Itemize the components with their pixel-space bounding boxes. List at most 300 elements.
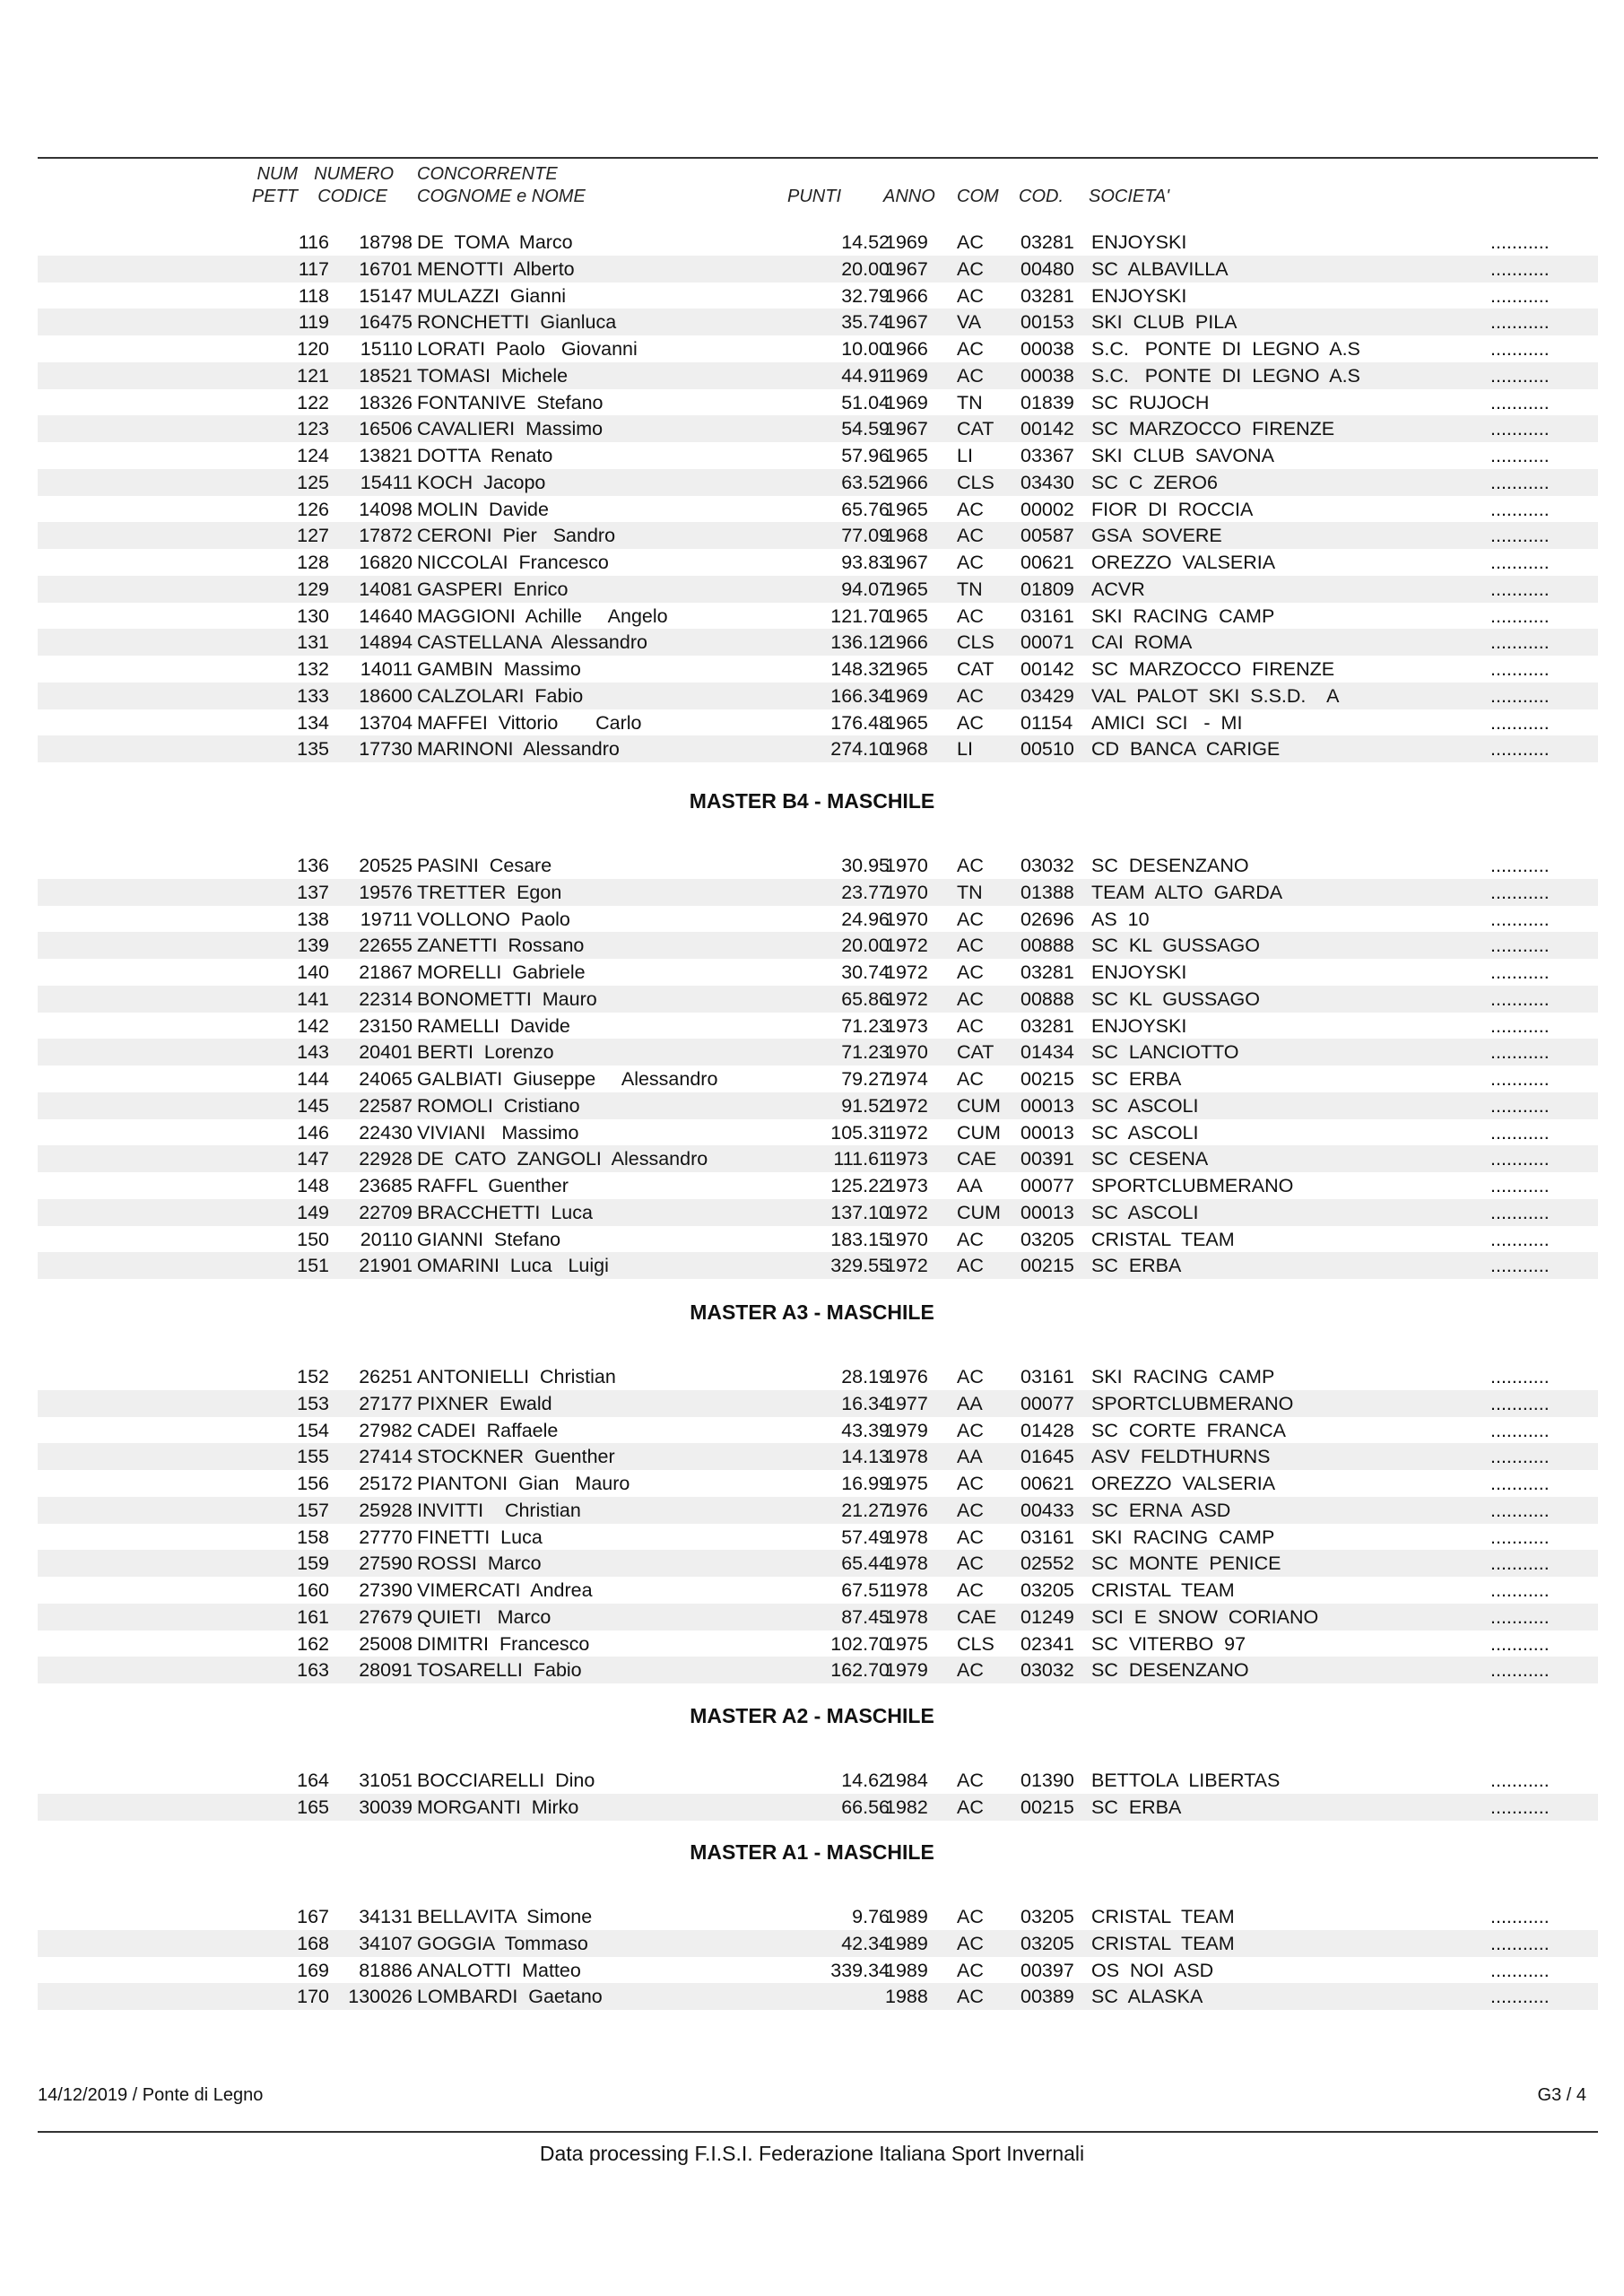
cell-anno: 1969 — [885, 231, 928, 253]
cell-code: 16506 — [359, 418, 413, 440]
cell-com: AC — [957, 1366, 984, 1387]
table-row — [38, 1903, 1598, 1930]
cell-dots: ........... — [1490, 1499, 1550, 1521]
table-row — [38, 1604, 1598, 1631]
cell-societa: SC ERNA ASD — [1091, 1499, 1231, 1521]
cell-punti: 63.52 — [841, 471, 890, 493]
cell-name: GAMBIN Massimo — [417, 658, 581, 680]
cell-code: 130026 — [348, 1986, 413, 2008]
cell-name: MULAZZI Gianni — [417, 284, 567, 307]
cell-num: 170 — [297, 1986, 329, 2008]
cell-name: VIMERCATI Andrea — [417, 1579, 593, 1601]
cell-punti: 91.52 — [841, 1094, 890, 1117]
cell-code: 27390 — [359, 1579, 413, 1601]
cell-dots: ........... — [1490, 1632, 1550, 1655]
cell-name: VIVIANI Massimo — [417, 1121, 579, 1144]
cell-com: AC — [957, 284, 984, 307]
cell-code: 18326 — [359, 391, 413, 413]
cell-societa: SKI RACING CAMP — [1091, 604, 1275, 627]
cell-dots: ........... — [1490, 1446, 1550, 1468]
cell-anno: 1973 — [885, 1014, 928, 1037]
cell-dots: ........... — [1490, 525, 1550, 547]
cell-anno: 1977 — [885, 1392, 928, 1414]
cell-societa: CD BANCA CARIGE — [1091, 738, 1281, 761]
cell-code: 16475 — [359, 311, 413, 334]
cell-anno: 1970 — [885, 855, 928, 876]
cell-code: 21867 — [359, 961, 413, 983]
cell-code: 25172 — [359, 1473, 413, 1494]
cell-code: 13704 — [359, 711, 413, 734]
cell-punti: 32.79 — [841, 284, 890, 307]
footer-date-place: 14/12/2019 / Ponte di Legno — [38, 2085, 264, 2105]
cell-com: CLS — [957, 631, 994, 654]
cell-name: RAMELLI Davide — [417, 1014, 570, 1037]
cell-code: 25008 — [359, 1632, 413, 1655]
cell-cod: 03281 — [1020, 1014, 1074, 1037]
cell-anno: 1982 — [885, 1796, 928, 1818]
cell-name: INVITTI Christian — [417, 1499, 581, 1521]
cell-cod: 01154 — [1020, 711, 1073, 734]
cell-num: 159 — [297, 1552, 329, 1575]
table-row — [38, 442, 1598, 469]
cell-punti: 125.22 — [830, 1175, 890, 1196]
cell-name: MAGGIONI Achille Angelo — [417, 604, 668, 627]
cell-dots: ........... — [1490, 684, 1550, 707]
cell-dots: ........... — [1490, 364, 1550, 387]
cell-dots: ........... — [1490, 658, 1550, 680]
table-row — [38, 1657, 1598, 1683]
cell-cod: 00038 — [1020, 338, 1074, 360]
table-row — [38, 1390, 1598, 1417]
cell-societa: SC ASCOLI — [1091, 1094, 1199, 1117]
cell-anno: 1966 — [885, 631, 928, 654]
cell-anno: 1972 — [885, 961, 928, 983]
table-row — [38, 852, 1598, 879]
cell-name: RAFFL Guenther — [417, 1175, 569, 1196]
cell-cod: 01809 — [1020, 578, 1074, 600]
header-num: NUM — [256, 164, 298, 184]
cell-anno: 1970 — [885, 1228, 928, 1250]
cell-dots: ........... — [1490, 1932, 1550, 1954]
cell-num: 148 — [297, 1175, 329, 1196]
cell-num: 143 — [297, 1041, 329, 1064]
cell-societa: SKI CLUB PILA — [1091, 311, 1238, 334]
cell-cod: 00038 — [1020, 364, 1074, 387]
cell-cod: 00888 — [1020, 987, 1074, 1010]
table-row — [38, 1092, 1598, 1119]
cell-societa: SC MARZOCCO FIRENZE — [1091, 418, 1335, 440]
cell-punti: 14.13 — [841, 1446, 890, 1468]
cell-cod: 00071 — [1020, 631, 1074, 654]
cell-punti: 71.23 — [841, 1014, 890, 1037]
cell-punti: 105.31 — [830, 1121, 890, 1144]
footer-credit: Data processing F.I.S.I. Federazione Italiana Sport Invernali — [539, 2142, 1085, 2165]
cell-punti: 10.00 — [841, 338, 890, 360]
cell-cod: 02552 — [1020, 1552, 1074, 1575]
cell-anno: 1984 — [885, 1770, 928, 1791]
cell-anno: 1967 — [885, 257, 928, 280]
cell-code: 22655 — [359, 935, 413, 957]
header-punti: PUNTI — [787, 187, 841, 206]
cell-anno: 1979 — [885, 1659, 928, 1682]
cell-punti: 67.51 — [841, 1579, 890, 1601]
table-row — [38, 1443, 1598, 1470]
cell-com: AC — [957, 364, 984, 387]
cell-code: 14081 — [359, 578, 413, 600]
cell-com: AC — [957, 908, 984, 930]
cell-cod: 01390 — [1020, 1770, 1074, 1791]
cell-com: AC — [957, 1770, 984, 1791]
cell-punti: 93.83 — [841, 552, 890, 573]
cell-code: 21901 — [359, 1255, 413, 1277]
cell-com: AC — [957, 855, 984, 876]
cell-punti: 44.91 — [841, 364, 890, 387]
cell-com: AC — [957, 552, 984, 573]
cell-anno: 1978 — [885, 1605, 928, 1628]
cell-anno: 1972 — [885, 1255, 928, 1277]
cell-anno: 1972 — [885, 1121, 928, 1144]
table-row — [38, 1039, 1598, 1065]
cell-com: AC — [957, 987, 984, 1010]
cell-name: DOTTA Renato — [417, 445, 553, 466]
cell-com: AA — [957, 1175, 983, 1196]
cell-code: 34107 — [359, 1932, 413, 1954]
cell-anno: 1969 — [885, 684, 928, 707]
cell-dots: ........... — [1490, 418, 1550, 440]
cell-punti: 28.19 — [841, 1366, 890, 1387]
cell-name: PIXNER Ewald — [417, 1392, 552, 1414]
table-row — [38, 1497, 1598, 1524]
cell-name: BONOMETTI Mauro — [417, 987, 597, 1010]
cell-punti: 9.76 — [852, 1906, 890, 1927]
table-row — [38, 1119, 1598, 1146]
cell-societa: CRISTAL TEAM — [1091, 1579, 1235, 1601]
cell-num: 144 — [297, 1068, 329, 1090]
cell-com: AC — [957, 961, 984, 983]
cell-dots: ........... — [1490, 1175, 1550, 1196]
cell-code: 16820 — [359, 552, 413, 573]
cell-code: 14640 — [359, 604, 413, 627]
cell-code: 23685 — [359, 1175, 413, 1196]
cell-num: 141 — [297, 987, 329, 1010]
cell-anno: 1976 — [885, 1499, 928, 1521]
cell-cod: 00433 — [1020, 1499, 1074, 1521]
cell-com: CUM — [957, 1121, 1001, 1144]
cell-societa: CRISTAL TEAM — [1091, 1906, 1235, 1927]
cell-name: MAFFEI Vittorio Carlo — [417, 711, 642, 734]
cell-com: AC — [957, 1068, 984, 1090]
cell-com: AC — [957, 257, 984, 280]
cell-societa: SC ALBAVILLA — [1091, 257, 1229, 280]
table-row — [38, 229, 1598, 256]
cell-dots: ........... — [1490, 1201, 1550, 1223]
cell-name: BRACCHETTI Luca — [417, 1201, 593, 1223]
cell-name: RONCHETTI Gianluca — [417, 311, 617, 334]
table-row — [38, 932, 1598, 959]
cell-name: FONTANIVE Stefano — [417, 391, 604, 413]
cell-code: 17872 — [359, 525, 413, 547]
cell-cod: 00397 — [1020, 1959, 1074, 1981]
cell-com: AC — [957, 1228, 984, 1250]
cell-com: AA — [957, 1392, 983, 1414]
cell-cod: 00391 — [1020, 1148, 1074, 1170]
cell-dots: ........... — [1490, 1366, 1550, 1387]
cell-punti: 43.39 — [841, 1419, 890, 1441]
cell-com: CLS — [957, 1632, 994, 1655]
cell-name: VOLLONO Paolo — [417, 908, 570, 930]
cell-anno: 1988 — [885, 1986, 928, 2008]
cell-dots: ........... — [1490, 284, 1550, 307]
cell-societa: SKI RACING CAMP — [1091, 1526, 1275, 1548]
cell-com: AC — [957, 1986, 984, 2008]
cell-code: 19576 — [359, 881, 413, 903]
cell-code: 20525 — [359, 855, 413, 876]
cell-com: CUM — [957, 1094, 1001, 1117]
cell-societa: OS NOI ASD — [1091, 1959, 1214, 1981]
table-row — [38, 629, 1598, 656]
cell-code: 17730 — [359, 738, 413, 761]
cell-cod: 00621 — [1020, 552, 1074, 573]
cell-dots: ........... — [1490, 338, 1550, 360]
table-row — [38, 549, 1598, 576]
cell-com: TN — [957, 391, 983, 413]
cell-dots: ........... — [1490, 1121, 1550, 1144]
cell-anno: 1970 — [885, 908, 928, 930]
cell-code: 20110 — [360, 1228, 413, 1250]
cell-code: 14011 — [360, 658, 413, 680]
cell-name: MARINONI Alessandro — [417, 738, 620, 761]
cell-societa: ENJOYSKI — [1091, 284, 1187, 307]
cell-dots: ........... — [1490, 1148, 1550, 1170]
cell-com: AC — [957, 231, 984, 253]
cell-dots: ........... — [1490, 1659, 1550, 1682]
cell-com: VA — [957, 311, 982, 334]
cell-dots: ........... — [1490, 961, 1550, 983]
cell-punti: 30.74 — [841, 961, 890, 983]
cell-punti: 162.70 — [830, 1659, 890, 1682]
cell-num: 156 — [297, 1473, 329, 1494]
cell-name: STOCKNER Guenther — [417, 1446, 615, 1468]
cell-societa: FIOR DI ROCCIA — [1091, 498, 1254, 520]
cell-dots: ........... — [1490, 231, 1550, 253]
cell-anno: 1978 — [885, 1552, 928, 1575]
cell-num: 153 — [297, 1392, 329, 1414]
cell-num: 135 — [297, 738, 329, 761]
cell-anno: 1966 — [885, 284, 928, 307]
table-row — [38, 1957, 1598, 1984]
cell-com: AC — [957, 711, 984, 734]
cell-num: 151 — [297, 1255, 329, 1277]
cell-cod: 00153 — [1020, 311, 1074, 334]
cell-code: 27414 — [359, 1446, 413, 1468]
cell-punti: 57.49 — [841, 1526, 890, 1548]
cell-anno: 1967 — [885, 552, 928, 573]
cell-code: 22709 — [359, 1201, 413, 1223]
cell-anno: 1976 — [885, 1366, 928, 1387]
cell-num: 157 — [297, 1499, 329, 1521]
cell-com: AC — [957, 498, 984, 520]
table-row — [38, 576, 1598, 603]
cell-code: 22314 — [359, 987, 413, 1010]
cell-punti: 30.95 — [841, 855, 890, 876]
table-row — [38, 1013, 1598, 1039]
cell-cod: 03161 — [1020, 1366, 1074, 1387]
cell-anno: 1975 — [885, 1632, 928, 1655]
cell-punti: 20.00 — [841, 257, 890, 280]
cell-com: CAE — [957, 1605, 997, 1628]
cell-code: 22928 — [359, 1148, 413, 1170]
cell-com: AC — [957, 1499, 984, 1521]
header-concorrente: CONCORRENTE — [417, 164, 558, 184]
cell-cod: 00587 — [1020, 525, 1074, 547]
cell-code: 23150 — [359, 1014, 413, 1037]
cell-societa: ASV FELDTHURNS — [1091, 1446, 1271, 1468]
cell-punti: 65.44 — [841, 1552, 890, 1575]
cell-anno: 1989 — [885, 1932, 928, 1954]
table-row — [38, 603, 1598, 630]
table-row — [38, 1226, 1598, 1253]
cell-societa: SC CESENA — [1091, 1148, 1209, 1170]
cell-name: MENOTTI Alberto — [417, 257, 575, 280]
cell-com: AC — [957, 1579, 984, 1601]
cell-cod: 01428 — [1020, 1419, 1074, 1441]
cell-anno: 1967 — [885, 311, 928, 334]
cell-name: BELLAVITA Simone — [417, 1906, 593, 1927]
cell-cod: 02696 — [1020, 908, 1074, 930]
cell-cod: 03281 — [1020, 284, 1074, 307]
table-row — [38, 469, 1598, 496]
cell-com: AC — [957, 525, 984, 547]
table-row — [38, 415, 1598, 442]
cell-cod: 03161 — [1020, 1526, 1074, 1548]
cell-code: 22430 — [359, 1121, 413, 1144]
cell-anno: 1968 — [885, 738, 928, 761]
table-row — [38, 1577, 1598, 1604]
table-row — [38, 1145, 1598, 1172]
cell-punti: 42.34 — [841, 1932, 890, 1954]
section-title: MASTER A2 - MASCHILE — [690, 1704, 934, 1727]
table-row — [38, 959, 1598, 986]
cell-cod: 00077 — [1020, 1392, 1074, 1414]
cell-societa: SC ASCOLI — [1091, 1201, 1199, 1223]
cell-societa: SC ERBA — [1091, 1796, 1182, 1818]
cell-punti: 51.04 — [841, 391, 890, 413]
cell-societa: CRISTAL TEAM — [1091, 1932, 1235, 1954]
cell-com: AC — [957, 1552, 984, 1575]
cell-societa: ENJOYSKI — [1091, 231, 1187, 253]
cell-num: 146 — [297, 1121, 329, 1144]
top-rule — [38, 157, 1598, 159]
cell-dots: ........... — [1490, 391, 1550, 413]
cell-anno: 1966 — [885, 471, 928, 493]
cell-code: 13821 — [359, 445, 413, 466]
cell-com: CAT — [957, 418, 994, 440]
cell-punti: 65.86 — [841, 987, 890, 1010]
cell-dots: ........... — [1490, 1255, 1550, 1277]
cell-dots: ........... — [1490, 1770, 1550, 1791]
cell-num: 126 — [297, 498, 329, 520]
cell-cod: 00002 — [1020, 498, 1074, 520]
cell-name: ZANETTI Rossano — [417, 935, 585, 957]
cell-dots: ........... — [1490, 987, 1550, 1010]
cell-name: DIMITRI Francesco — [417, 1632, 590, 1655]
cell-societa: TEAM ALTO GARDA — [1091, 881, 1283, 903]
cell-code: 18600 — [359, 684, 413, 707]
cell-name: PASINI Cesare — [417, 855, 552, 876]
cell-anno: 1972 — [885, 987, 928, 1010]
cell-punti: 136.12 — [830, 631, 890, 654]
cell-cod: 00215 — [1020, 1255, 1074, 1277]
cell-punti: 65.76 — [841, 498, 890, 520]
cell-punti: 94.07 — [841, 578, 890, 600]
cell-code: 27982 — [359, 1419, 413, 1441]
cell-code: 27679 — [359, 1605, 413, 1628]
cell-name: KOCH Jacopo — [417, 471, 546, 493]
cell-com: AC — [957, 1419, 984, 1441]
cell-anno: 1989 — [885, 1959, 928, 1981]
cell-punti: 71.23 — [841, 1041, 890, 1064]
cell-anno: 1965 — [885, 604, 928, 627]
cell-num: 124 — [297, 445, 329, 466]
cell-cod: 00888 — [1020, 935, 1074, 957]
cell-num: 165 — [297, 1796, 329, 1818]
table-row — [38, 656, 1598, 683]
cell-cod: 00013 — [1020, 1201, 1074, 1223]
cell-cod: 00215 — [1020, 1796, 1074, 1818]
cell-societa: ENJOYSKI — [1091, 1014, 1187, 1037]
cell-num: 150 — [297, 1228, 329, 1250]
cell-code: 28091 — [359, 1659, 413, 1682]
cell-cod: 03161 — [1020, 604, 1074, 627]
table-row — [38, 1794, 1598, 1821]
cell-cod: 01388 — [1020, 881, 1074, 903]
cell-dots: ........... — [1490, 1228, 1550, 1250]
cell-cod: 00013 — [1020, 1121, 1074, 1144]
cell-societa: SC KL GUSSAGO — [1091, 987, 1260, 1010]
cell-punti: 111.61 — [833, 1148, 890, 1170]
cell-societa: SC ASCOLI — [1091, 1121, 1199, 1144]
cell-anno: 1979 — [885, 1419, 928, 1441]
cell-anno: 1974 — [885, 1068, 928, 1090]
cell-cod: 03205 — [1020, 1228, 1074, 1250]
table-row — [38, 1767, 1598, 1794]
cell-punti: 148.32 — [830, 658, 890, 680]
cell-punti: 14.62 — [841, 1770, 890, 1791]
cell-com: AC — [957, 1659, 984, 1682]
cell-cod: 03205 — [1020, 1932, 1074, 1954]
cell-num: 163 — [297, 1659, 329, 1682]
cell-name: LOMBARDI Gaetano — [417, 1986, 603, 2008]
cell-dots: ........... — [1490, 1041, 1550, 1064]
cell-num: 136 — [297, 855, 329, 876]
cell-code: 22587 — [359, 1094, 413, 1117]
cell-cod: 03205 — [1020, 1906, 1074, 1927]
cell-cod: 00510 — [1020, 738, 1074, 761]
cell-name: FINETTI Luca — [417, 1526, 543, 1548]
cell-name: OMARINI Luca Luigi — [417, 1255, 609, 1277]
cell-name: BOCCIARELLI Dino — [417, 1770, 595, 1791]
cell-punti: 21.27 — [841, 1499, 890, 1521]
cell-code: 27177 — [359, 1392, 413, 1414]
cell-anno: 1969 — [885, 364, 928, 387]
header-cognome-nome: COGNOME e NOME — [417, 187, 586, 206]
cell-num: 123 — [297, 418, 329, 440]
cell-anno: 1972 — [885, 1201, 928, 1223]
cell-code: 24065 — [359, 1068, 413, 1090]
cell-societa: SC DESENZANO — [1091, 1659, 1249, 1682]
cell-com: AA — [957, 1446, 983, 1468]
cell-punti: 77.09 — [841, 525, 890, 547]
